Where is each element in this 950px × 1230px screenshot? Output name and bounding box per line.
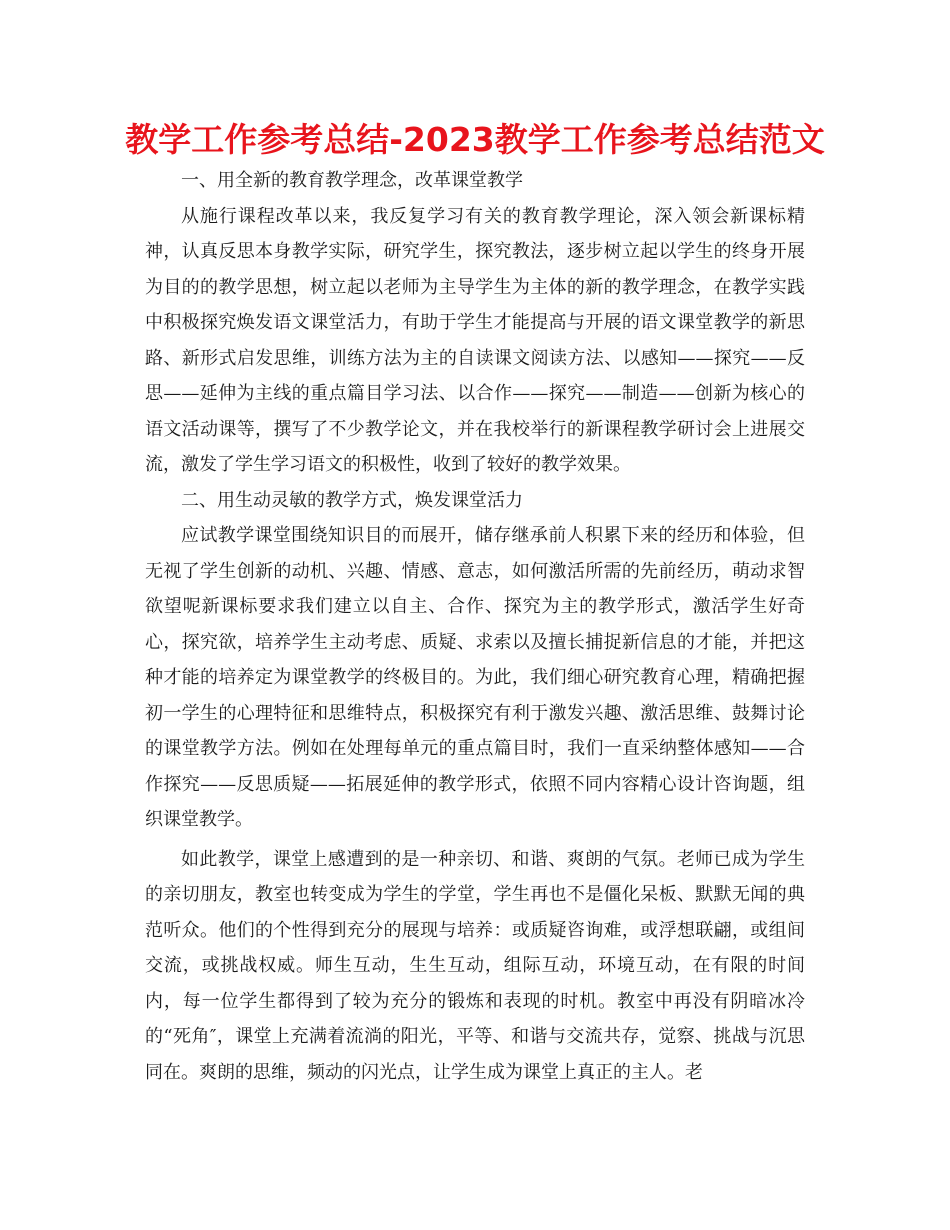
section-heading: 二、用生动灵敏的教学方式，焕发课堂活力 (181, 489, 523, 511)
paragraph: 如此教学，课堂上感遭到的是一种亲切、和谐、爽朗的气氛。老师已成为学生的亲切朋友，教室也转变成为学生的学堂，学生再也不是僵化呆板、默默无闻的典范听众。他们的个性得到充分的展现与培养：或质疑咨询难，或浮想联翩，或组间交流，或挑战权威。师生互动，生生互动，组际互动，环境互动，在有限的时间内，每一位学生都得到了较为充分的锻炼和表现的时机。教室中再没有阴暗冰冷的“死角″，课堂上充满着流淌的阳光，平等、和谐与交流共存，觉察、挑战与沉思同在。爽朗的思维，频动的闪光点，让学生成为课堂上真正的主人。老 (145, 848, 805, 1083)
paragraph: 从施行课程改革以来，我反复学习有关的教育教学理论，深入领会新课标精神，认真反思本身教学实际，研究学生，探究教法，逐步树立起以学生的终身开展为目的的教学思想，树立起以老师为主导学生为主体的新的教学理念，在教学实践中积极探究焕发语文课堂活力，有助于学生才能提高与开展的语文课堂教学的新思路、新形式启发思维，训练方法为主的自读课文阅读方法、以感知——探究——反思——延伸为主线的重点篇目学习法、以合作——探究——制造——创新为核心的语文活动课等，撰写了不少教学论文，并在我校举行的新课程教学研讨会上进展交流，激发了学生学习语文的积极性，收到了较好的教学效果。 (145, 205, 805, 475)
section-heading: 一、用全新的教育教学理念，改革课堂教学 (181, 170, 523, 191)
paragraph: 应试教学课堂围绕知识目的而展开，储存继承前人积累下来的经历和体验，但无视了学生创新的动机、兴趣、情感、意志，如何激活所需的先前经历，萌动求智欲望呢新课标要求我们建立以自主、合作、探究为主的教学形式，激活学生好奇心，探究欲，培养学生主动考虑、质疑、求索以及擅长捕捉新信息的才能，并把这种才能的培养定为课堂教学的终极目的。为此，我们细心研究教育心理，精确把握初一学生的心理特征和思维特点，积极探究有利于激发兴趣、激活思维、鼓舞讨论的课堂教学方法。例如在处理每单元的重点篇目时，我们一直采纳整体感知——合作探究——反思质疑——拓展延伸的教学形式，依照不同内容精心设计咨询题，组织课堂教学。 (145, 525, 805, 830)
document-title: 教学工作参考总结-2023教学工作参考总结范文 (125, 120, 825, 159)
document-body (145, 163, 805, 1090)
